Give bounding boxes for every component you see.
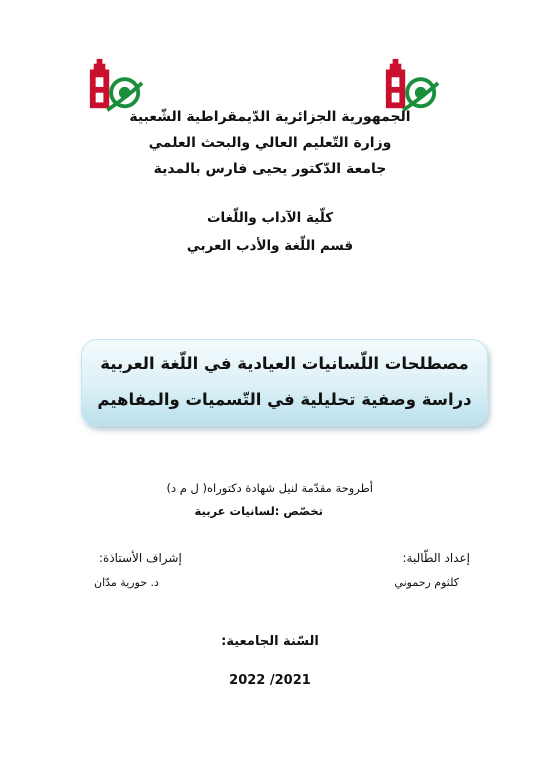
department-name: قسم اللّغة والأدب العربي [186,238,354,254]
academic-year-label: السّنة الجامعية: [221,634,319,649]
logo-tower-icon [386,59,405,108]
student-name: كلثوم رحموني [394,576,459,589]
supervisor-label: إشراف الأستاذة: [99,551,182,565]
supervisor-name: د. حورية مدّان [94,576,159,589]
logo-tower-icon [90,59,109,108]
specialty: تخصّص :لسانيات عربية [194,504,323,518]
university-name: جامعة الدّكتور يحيى فارس بالمدية [153,161,387,177]
republic-name: الجمهورية الجزائرية الدّيمقراطية الشّعبية [129,109,411,125]
prepared-by-label: إعداد الطّالبة: [402,551,470,565]
thesis-title-box [81,339,488,426]
thesis-title: مصطلحات اللّسانيات العيادية في اللّغة العربية [100,354,469,373]
faculty-block [150,204,390,260]
degree-statement: أطروحة مقدّمة لنيل شهادة دكتوراه( ل م د) [166,481,373,495]
faculty-name: كلّية الآداب واللّغات [206,210,334,226]
thesis-subtitle: دراسة وصفية تحليلية في التّسميات والمفاهيم [97,390,472,409]
academic-year: 2022 /2021 [229,673,311,688]
ministry-name: وزارة التّعليم العالي والبحث العلمي [148,135,392,151]
institution-header [120,104,420,182]
